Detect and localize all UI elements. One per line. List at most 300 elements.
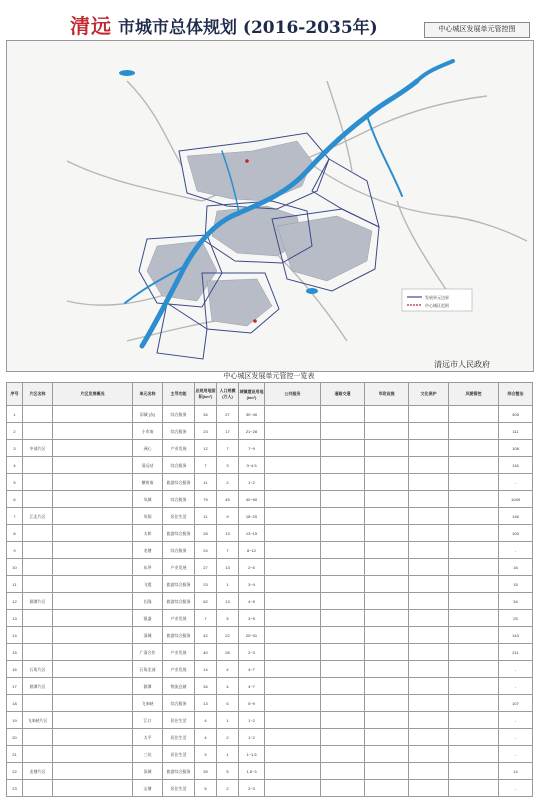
table-cell: 7 [195, 457, 217, 474]
table-cell [321, 474, 365, 491]
table-cell: 龙塘片区 [23, 763, 53, 780]
table-cell [321, 508, 365, 525]
table-cell: 源潭 [133, 678, 163, 695]
table-cell: 1049 [499, 491, 533, 508]
table-cell: 17 [7, 678, 23, 695]
table-cell: 江口 [133, 712, 163, 729]
table-cell: 13 [7, 610, 23, 627]
table-cell [365, 457, 409, 474]
table-cell: 30~40 [239, 406, 265, 423]
table-cell [409, 678, 449, 695]
header-cell: 人口规模(万人) [217, 383, 239, 406]
table-cell: 23 [195, 576, 217, 593]
table-cell: 凤翔 [133, 508, 163, 525]
map-subtitle: 中心城区发展单元管控图 [424, 22, 530, 38]
table-cell: 旅游综合服务 [163, 474, 195, 491]
table-cell: 4 [217, 661, 239, 678]
table-cell [23, 491, 53, 508]
table-cell: 7 [195, 610, 217, 627]
table-cell [321, 661, 365, 678]
table-cell: 13~15 [239, 525, 265, 542]
table-cell [265, 627, 321, 644]
table-cell: 20~31 [239, 627, 265, 644]
table-row [7, 457, 533, 474]
map-background [7, 41, 533, 371]
table-cell: 2 [7, 423, 23, 440]
table-cell: 305 [499, 406, 533, 423]
table-cell: 4~7 [239, 661, 265, 678]
table-cell [265, 525, 321, 542]
header-cell: 主导功能 [163, 383, 195, 406]
table-cell: 2 [217, 474, 239, 491]
table-cell [265, 610, 321, 627]
table-cell [53, 763, 133, 780]
table-cell: 清城 [133, 627, 163, 644]
table-row [7, 780, 533, 797]
table-cell [23, 525, 53, 542]
table-cell: 8 [7, 525, 23, 542]
table-cell [409, 610, 449, 627]
table-cell [365, 423, 409, 440]
table-cell: 太平 [133, 729, 163, 746]
table-cell: 山塘 [133, 780, 163, 797]
table-cell [365, 610, 409, 627]
table-cell [409, 440, 449, 457]
table-cell: 长隆 [133, 593, 163, 610]
table-cell: 10 [7, 559, 23, 576]
table-cell: 飞霞 [133, 576, 163, 593]
table-cell: 4 [195, 729, 217, 746]
table-cell: 小市南 [133, 423, 163, 440]
table-cell: 108 [499, 440, 533, 457]
table-cell [365, 678, 409, 695]
table-cell: 100 [499, 525, 533, 542]
table-row [7, 627, 533, 644]
table-cell [449, 627, 499, 644]
table-cell [449, 508, 499, 525]
table-cell [365, 780, 409, 797]
table-row [7, 763, 533, 780]
table-cell [53, 780, 133, 797]
table-cell [23, 627, 53, 644]
table-cell: 居住生活 [163, 780, 195, 797]
table-cell: 居住生活 [163, 508, 195, 525]
table-cell: 19 [7, 712, 23, 729]
marker [245, 159, 249, 163]
table-row [7, 593, 533, 610]
table-cell [321, 440, 365, 457]
table-cell: 洲心 [133, 440, 163, 457]
table-cell [409, 542, 449, 559]
table-cell: 中部片区 [23, 440, 53, 457]
table-cell: 居住生活 [163, 729, 195, 746]
table-cell [449, 780, 499, 797]
table-cell [53, 525, 133, 542]
table-cell: 产业发展 [163, 644, 195, 661]
table-cell: 14 [195, 661, 217, 678]
header-cell: 文化保护 [409, 383, 449, 406]
table-cell: 22 [217, 627, 239, 644]
table-cell: 211 [499, 644, 533, 661]
table-cell: 综合服务 [163, 406, 195, 423]
table-cell [53, 593, 133, 610]
table-header-row [7, 383, 533, 406]
table-cell: 石角片区 [23, 661, 53, 678]
table-cell: 综合服务 [163, 491, 195, 508]
table-cell: 7~9 [239, 440, 265, 457]
table-cell [321, 712, 365, 729]
header-cell: 序号 [7, 383, 23, 406]
table-cell [321, 576, 365, 593]
table-cell [53, 440, 133, 457]
header-cell: 片区发展概况 [53, 383, 133, 406]
table-cell [265, 474, 321, 491]
table-cell [365, 440, 409, 457]
table-cell: 13 [217, 525, 239, 542]
table-cell [449, 457, 499, 474]
table-cell: 综合服务 [163, 457, 195, 474]
table-cell: 42 [195, 627, 217, 644]
table-cell: 物流仓储 [163, 678, 195, 695]
table-row [7, 542, 533, 559]
table-cell: 6 [7, 491, 23, 508]
table-cell: 116 [499, 457, 533, 474]
table-cell: 16 [499, 559, 533, 576]
table-row [7, 678, 533, 695]
table-cell [53, 678, 133, 695]
table-cell: 5 [195, 780, 217, 797]
table-cell: 34 [195, 406, 217, 423]
header-cell: 总规用地面积(km²) [195, 383, 217, 406]
table-cell: 4~5 [239, 593, 265, 610]
table-cell: 东坪 [133, 559, 163, 576]
table-cell [53, 712, 133, 729]
table-cell [53, 423, 133, 440]
table-cell [265, 644, 321, 661]
table-cell: 27 [217, 406, 239, 423]
table-cell [409, 644, 449, 661]
table-cell: 7 [217, 542, 239, 559]
table-cell: 8~12 [239, 542, 265, 559]
table-cell: 62 [195, 593, 217, 610]
table-cell [449, 695, 499, 712]
table-cell [53, 746, 133, 763]
table-cell: 旅游综合服务 [163, 627, 195, 644]
table-cell: - [499, 474, 533, 491]
table-cell: 广清合作 [133, 644, 163, 661]
table-cell: 14 [7, 627, 23, 644]
table-cell [365, 644, 409, 661]
table-cell [265, 440, 321, 457]
table-cell [23, 644, 53, 661]
table-row [7, 559, 533, 576]
table-cell [409, 746, 449, 763]
table-cell [449, 593, 499, 610]
lake [306, 288, 318, 294]
table-cell [265, 542, 321, 559]
table-cell [23, 729, 53, 746]
table-cell [449, 763, 499, 780]
table-cell [265, 746, 321, 763]
table-cell: 143 [499, 627, 533, 644]
table-cell [23, 610, 53, 627]
table-row [7, 525, 533, 542]
table-cell: 9 [7, 542, 23, 559]
table-cell: 3 [7, 440, 23, 457]
table-cell: - [499, 746, 533, 763]
table-cell [365, 491, 409, 508]
table-cell: 2~3 [239, 644, 265, 661]
table-cell: 飞来峡片区 [23, 712, 53, 729]
marker [253, 319, 257, 323]
table-cell [409, 508, 449, 525]
table-cell: 清远站 [133, 457, 163, 474]
table-cell: 21 [7, 746, 23, 763]
table-cell: - [499, 678, 533, 695]
table-cell: 27 [195, 559, 217, 576]
table-cell [449, 491, 499, 508]
table-cell: 横荷南 [133, 474, 163, 491]
table-cell [321, 423, 365, 440]
table-cell [409, 406, 449, 423]
map-frame [6, 40, 534, 372]
table-cell [365, 729, 409, 746]
table-cell: 龙塘 [133, 542, 163, 559]
table-cell: 14 [499, 763, 533, 780]
table-cell [23, 559, 53, 576]
table-cell [409, 593, 449, 610]
table-cell [23, 746, 53, 763]
table-cell [409, 559, 449, 576]
table-cell [53, 491, 133, 508]
table-cell [53, 695, 133, 712]
table-cell: 18~20 [239, 508, 265, 525]
table-cell: 22 [7, 763, 23, 780]
header-cell: 公共服务 [265, 383, 321, 406]
table-cell [265, 457, 321, 474]
table-cell [449, 678, 499, 695]
table-row [7, 440, 533, 457]
table-cell [53, 627, 133, 644]
table-cell [53, 576, 133, 593]
table-row [7, 661, 533, 678]
table-cell: 1.5~3 [239, 763, 265, 780]
table-cell: 11 [7, 576, 23, 593]
table-cell: 11 [195, 508, 217, 525]
table-cell: 13 [217, 559, 239, 576]
table-cell [321, 491, 365, 508]
table-cell: - [499, 542, 533, 559]
header-cell: 城镇建设用地(km²) [239, 383, 265, 406]
table-cell: 3 [217, 457, 239, 474]
table-cell [449, 542, 499, 559]
table-cell: 28 [217, 644, 239, 661]
table-cell [23, 474, 53, 491]
table-cell: 综合服务 [163, 423, 195, 440]
table-cell [321, 746, 365, 763]
table-cell [265, 678, 321, 695]
table-cell [365, 627, 409, 644]
table-cell: 40~50 [239, 491, 265, 508]
table-cell [409, 474, 449, 491]
table-cell: 28 [195, 525, 217, 542]
table-cell [23, 542, 53, 559]
table-cell [449, 644, 499, 661]
table-cell: 旧城 (东) [133, 406, 163, 423]
table-cell [449, 729, 499, 746]
table-cell: 34 [195, 678, 217, 695]
table-row [7, 712, 533, 729]
table-cell: 2~3 [239, 780, 265, 797]
table-cell [365, 712, 409, 729]
table-cell: 凤城 [133, 491, 163, 508]
table-cell: 4 [7, 457, 23, 474]
plan-title: 市城市总体规划 (2016-2035年) [118, 18, 378, 38]
table-cell [409, 712, 449, 729]
header-cell: 片区名称 [23, 383, 53, 406]
table-cell: 9 [195, 746, 217, 763]
table-cell [449, 440, 499, 457]
table-cell: 40 [195, 644, 217, 661]
table-cell [365, 474, 409, 491]
table-cell [265, 593, 321, 610]
table-cell: 旅游综合服务 [163, 593, 195, 610]
table-cell: 产业发展 [163, 661, 195, 678]
table-cell: 旅游综合服务 [163, 576, 195, 593]
table-cell: 34 [499, 593, 533, 610]
table-cell: 5 [217, 610, 239, 627]
table-cell: 17 [217, 423, 239, 440]
table-cell [53, 508, 133, 525]
table-cell [409, 423, 449, 440]
table-cell: 1 [217, 712, 239, 729]
table-cell: 20 [7, 729, 23, 746]
table-cell [365, 695, 409, 712]
table-cell: 产业发展 [163, 610, 195, 627]
table-cell [321, 678, 365, 695]
table-cell [365, 542, 409, 559]
table-cell [409, 491, 449, 508]
table-cell: 太和 [133, 525, 163, 542]
table-cell: 15 [7, 644, 23, 661]
table-cell [53, 542, 133, 559]
table-cell [321, 627, 365, 644]
header-cell: 道路交通 [321, 383, 365, 406]
table-cell [265, 712, 321, 729]
page-title [70, 10, 378, 39]
table-cell: 居住生活 [163, 712, 195, 729]
table-cell [23, 695, 53, 712]
table-cell: 综合服务 [163, 695, 195, 712]
brand-logo: 清远 [70, 14, 112, 38]
table-cell: 11 [195, 474, 217, 491]
table-row [7, 576, 533, 593]
table-cell [449, 712, 499, 729]
table-cell: 4 [195, 712, 217, 729]
table-cell [409, 763, 449, 780]
table-cell [365, 406, 409, 423]
header-cell: 市政设施 [365, 383, 409, 406]
table-cell [409, 457, 449, 474]
table-cell: 产业发展 [163, 440, 195, 457]
table-cell [365, 661, 409, 678]
table-cell [365, 763, 409, 780]
table-cell [321, 729, 365, 746]
table-cell [449, 474, 499, 491]
table-cell [321, 695, 365, 712]
table-cell: 107 [499, 695, 533, 712]
table-cell [53, 661, 133, 678]
table-cell: 1~1.5 [239, 746, 265, 763]
table-cell [321, 610, 365, 627]
header-cell: 综合整治 [499, 383, 533, 406]
table-row [7, 610, 533, 627]
legend-unit-label: 发展单元边界 [425, 295, 449, 300]
table-cell [23, 576, 53, 593]
table-cell: 江北片区 [23, 508, 53, 525]
table-row [7, 491, 533, 508]
table-cell [449, 610, 499, 627]
table-row [7, 423, 533, 440]
header-cell: 风貌管控 [449, 383, 499, 406]
table-cell [321, 593, 365, 610]
table-row [7, 729, 533, 746]
table-cell: 23 [7, 780, 23, 797]
table-cell: - [499, 712, 533, 729]
table-cell: 源潭片区 [23, 593, 53, 610]
table-cell: 4 [217, 678, 239, 695]
table-cell: 45 [217, 491, 239, 508]
map-canvas [7, 41, 533, 371]
table-cell: 3~5 [239, 610, 265, 627]
table-cell: 16 [7, 661, 23, 678]
table-cell: 13 [217, 593, 239, 610]
table-cell [265, 729, 321, 746]
table-row [7, 508, 533, 525]
table-cell [23, 406, 53, 423]
table-cell: 3~4.5 [239, 457, 265, 474]
table-cell: 三坑 [133, 746, 163, 763]
table-cell [53, 474, 133, 491]
table-cell: 飞来峡 [133, 695, 163, 712]
table-cell [265, 695, 321, 712]
table-row [7, 406, 533, 423]
table-cell: 15 [499, 576, 533, 593]
table-cell [53, 610, 133, 627]
table-cell [53, 559, 133, 576]
table-cell: 居住生活 [163, 746, 195, 763]
table-cell: 源潭片区 [23, 678, 53, 695]
table-cell [265, 780, 321, 797]
table-cell [265, 508, 321, 525]
table-cell [449, 406, 499, 423]
table-row [7, 474, 533, 491]
table-row [7, 695, 533, 712]
table-cell [23, 780, 53, 797]
table-cell [23, 457, 53, 474]
table-cell: 7 [217, 440, 239, 457]
table-cell: 1~2 [239, 729, 265, 746]
table-cell [409, 729, 449, 746]
publisher-label: 清远市人民政府 [434, 360, 490, 369]
table-cell: 111 [499, 423, 533, 440]
table-cell: 5 [7, 474, 23, 491]
table-cell: 1~2 [239, 474, 265, 491]
table-cell: 5~9 [239, 695, 265, 712]
table-cell [321, 542, 365, 559]
table-cell [409, 695, 449, 712]
table-cell [53, 644, 133, 661]
